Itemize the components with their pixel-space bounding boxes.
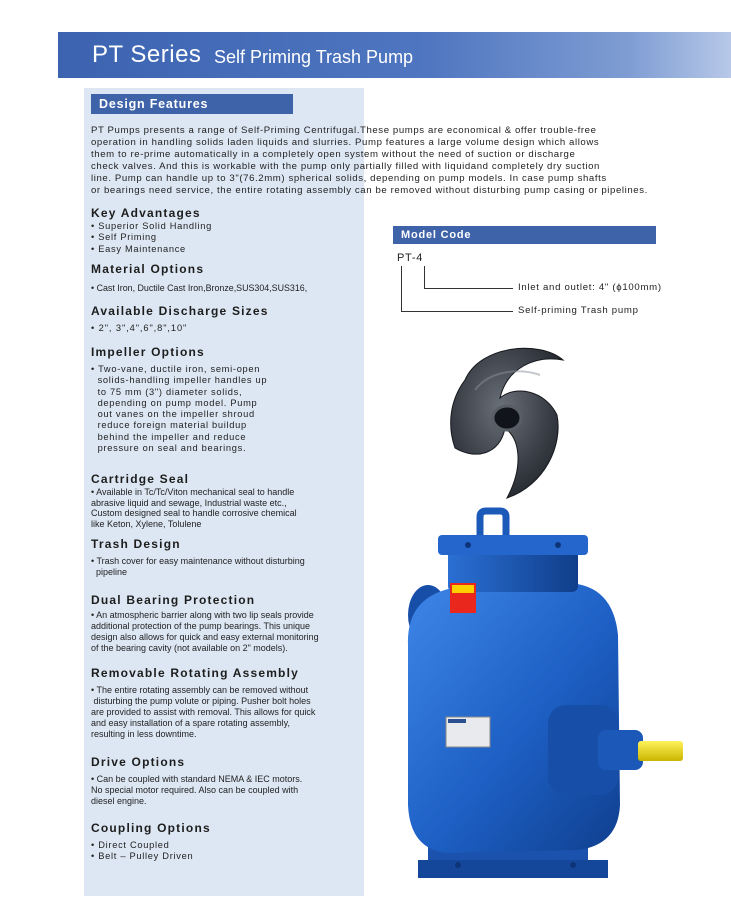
design-features-heading: Design Features bbox=[91, 94, 293, 114]
cartridge-seal-title: Cartridge Seal bbox=[91, 472, 190, 486]
series-title: PT Series bbox=[92, 41, 202, 68]
drive-options-title: Drive Options bbox=[91, 755, 186, 769]
pump-type-label: Self-priming Trash pump bbox=[518, 305, 639, 316]
series-subtitle: Self Priming Trash Pump bbox=[214, 47, 414, 67]
discharge-sizes-title: Available Discharge Sizes bbox=[91, 304, 269, 318]
impeller-image bbox=[445, 340, 575, 500]
pump-image bbox=[398, 505, 698, 895]
coupling-options-body: • Direct Coupled • Belt – Pulley Driven bbox=[91, 840, 194, 862]
impeller-options-title: Impeller Options bbox=[91, 345, 205, 359]
key-advantages-body: • Superior Solid Handling • Self Priming • Easy Maintenance bbox=[91, 221, 213, 254]
cartridge-seal-body: • Available in Tc/Tc/Viton mechanical seal to handle abrasive liquid and sewage, Industrial waste etc., Custom designed seal to handle corrosive chemical like Keton, Xylene, Tolulene bbox=[91, 487, 297, 530]
design-features-text: PT Pumps presents a range of Self-Priming Centrifugal.These pumps are economical & offer trouble-free operation in handling solids laden liquids and slurries. Pump features a large volume design which allows them to re-prime automatically in a completely open system without the need of suction or discharge check valves. And this is workable with the pump only partially filled with liquidand completely dry suction line. Pump can handle up to 3"(76.2mm) spherical solids, depending on pump models. In case pump shafts or bearings need service, the entire rotating assembly can be removed without disturbing pump casing or pipelines. bbox=[91, 125, 648, 196]
key-advantages-title: Key Advantages bbox=[91, 206, 201, 220]
trash-design-title: Trash Design bbox=[91, 537, 181, 551]
model-code-value: PT-4 bbox=[397, 252, 424, 264]
dual-bearing-title: Dual Bearing Protection bbox=[91, 593, 256, 607]
type-connector-horizontal bbox=[401, 311, 513, 312]
inlet-outlet-label: Inlet and outlet: 4" (ϕ100mm) bbox=[518, 282, 662, 293]
material-options-title: Material Options bbox=[91, 262, 205, 276]
model-code-heading: Model Code bbox=[393, 226, 656, 244]
type-connector-vertical bbox=[401, 266, 402, 311]
rotating-assembly-body: • The entire rotating assembly can be removed without disturbing the pump volute or piping. Pusher bolt holes are provided to assist with removal. This allows for quick and easy installation of a spare rotating assembly, resulting in less downtime. bbox=[91, 685, 316, 739]
drive-options-body: • Can be coupled with standard NEMA & IEC motors. No special motor required. Also can be coupled with diesel engine. bbox=[91, 774, 303, 806]
trash-design-body: • Trash cover for easy maintenance without disturbing pipeline bbox=[91, 556, 305, 577]
inlet-connector-vertical bbox=[424, 266, 425, 288]
dual-bearing-body: • An atmospheric barrier along with two lip seals provide additional protection of the pump bearings. This unique design also allows for quick and easy external monitoring of the bearing cavity (not available on 2" models). bbox=[91, 610, 319, 653]
title-banner bbox=[58, 32, 731, 78]
discharge-sizes-body: • 2", 3",4",6",8",10" bbox=[91, 323, 188, 333]
inlet-connector-horizontal bbox=[424, 288, 513, 289]
material-options-body: • Cast Iron, Ductile Cast Iron,Bronze,SUS304,SUS316, bbox=[91, 283, 308, 293]
impeller-options-body: • Two-vane, ductile iron, semi-open solids-handling impeller handles up to 75 mm (3") diameter solids, depending on pump model. Pump out vanes on the impeller shroud reduce foreign material buildup behind the impeller and reduce pressure on seal and bearings. bbox=[91, 364, 268, 454]
rotating-assembly-title: Removable Rotating Assembly bbox=[91, 666, 299, 680]
coupling-options-title: Coupling Options bbox=[91, 821, 211, 835]
